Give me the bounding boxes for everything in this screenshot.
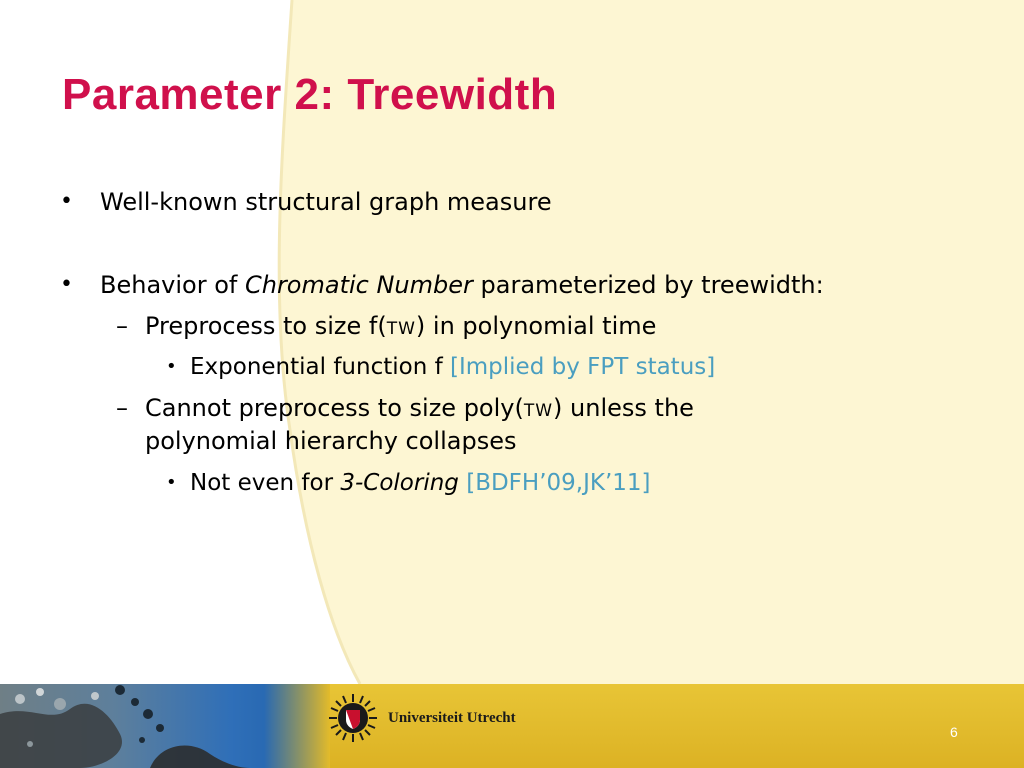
bullet-structural-measure (100, 185, 552, 219)
sub-bullet-continuation: polynomial hierarchy collapses (145, 427, 517, 455)
bullet-text: Behavior of (100, 271, 245, 299)
bullet-text: Exponential function f (190, 354, 450, 380)
treewidth-symbol: TW (386, 319, 416, 339)
citation: [Implied by FPT status] (450, 354, 716, 380)
treewidth-symbol: TW (523, 401, 554, 421)
slide-title: Parameter 2: Treewidth (62, 70, 558, 119)
bullet-chromatic-number (100, 268, 824, 302)
page-number: 6 (950, 724, 958, 740)
sub-bullet-preprocess (145, 309, 656, 346)
dash-marker: – (116, 312, 128, 340)
bullet-marker: • (60, 272, 73, 297)
bullet-text: Cannot preprocess to size poly( (145, 394, 524, 422)
bullet-text: ) unless the (553, 394, 694, 422)
bullet-text: Well-known structural graph measure (100, 188, 552, 216)
bullet-text: ) in polynomial time (415, 312, 657, 340)
bullet-marker: • (166, 356, 177, 377)
subsub-bullet-3-coloring (190, 466, 651, 500)
citation: [BDFH’09,JK’11] (458, 470, 651, 496)
university-name: Universiteit Utrecht (388, 709, 516, 726)
subsub-bullet-exponential (190, 350, 715, 384)
dash-marker: – (116, 394, 128, 422)
problem-name: Chromatic Number (244, 271, 473, 299)
footer-photo (0, 684, 330, 768)
bullet-text: Preprocess to size f( (145, 312, 387, 340)
sub-bullet-cannot-preprocess (145, 391, 694, 428)
problem-name: 3-Coloring (340, 470, 459, 496)
bullet-marker: • (60, 189, 73, 214)
bullet-text: parameterized by treewidth: (472, 271, 824, 299)
bullet-text: Not even for (190, 470, 341, 496)
bullet-marker: • (166, 472, 177, 493)
sun-seal-icon (328, 693, 378, 743)
university-logo[interactable] (328, 693, 516, 743)
